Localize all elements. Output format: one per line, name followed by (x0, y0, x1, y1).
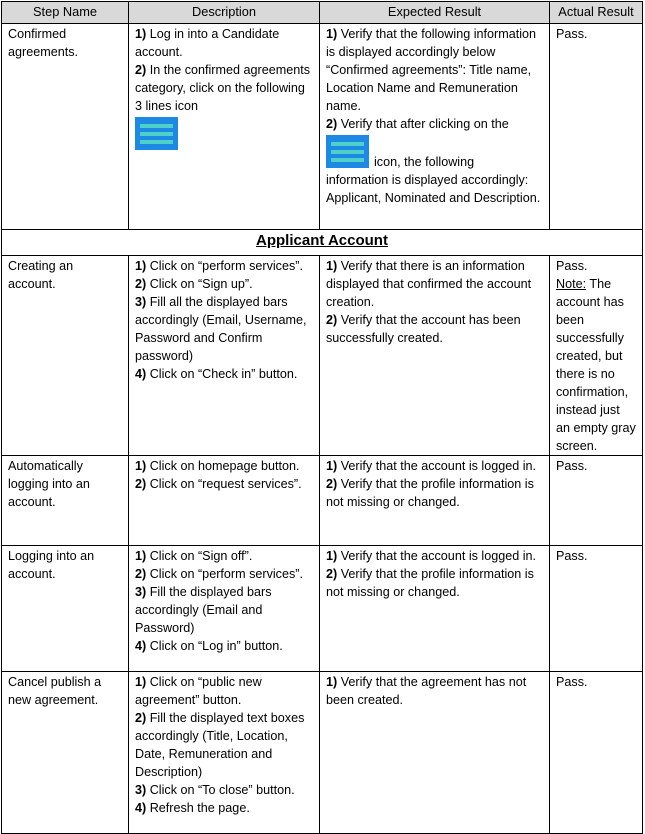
list-item: 1) Verify that the following information is displayed accordingly below “Confirmed agreements”: Title name, Location Name and Remuneration name. (326, 27, 537, 113)
list-item: 4) Refresh the page. (135, 801, 250, 815)
menu-icon (326, 135, 369, 168)
step-name-cell: Logging into an account. (2, 546, 129, 672)
expected-result-cell (320, 672, 550, 834)
list-item: 1) Click on “perform services”. (135, 259, 303, 273)
list-item: 1) Click on homepage button. (135, 459, 300, 473)
list-item: 3) Fill the displayed bars accordingly (Email and Password) (135, 585, 272, 635)
list-item: 3) Click on “To close” button. (135, 783, 295, 797)
actual-result-cell: Pass. (550, 456, 643, 546)
step-name-cell: Confirmed agreements. (2, 24, 129, 230)
step-name-cell: Creating an account. (2, 256, 129, 456)
list-item: 2) Click on “request services”. (135, 477, 302, 491)
note: Note: The account has been successfully created, but there is no confirmation, instead just an empty gray screen. (556, 277, 636, 453)
menu-icon (135, 117, 178, 150)
table-row (2, 24, 643, 230)
list-item: 1) Log in into a Candidate account. (135, 27, 280, 59)
expected-result-cell (320, 456, 550, 546)
actual-result-cell: Pass. Note: The account has been successfully created, but there is no confirmation, instead just an empty gray screen. (550, 256, 643, 456)
expected-result-cell: 1) Verify that the following information is displayed accordingly below “Confirmed agreements”: Title name, Location Name and Remuneration name. 2) Verify that after clicking on the icon, the following information is displayed accordingly: Applicant, Nominated and Description. (320, 24, 550, 230)
list-item: 2) Fill the displayed text boxes accordingly (Title, Location, Date, Remuneration and Description) (135, 711, 305, 779)
section-title: Applicant Account (2, 230, 643, 256)
actual-result-cell: Pass. (550, 546, 643, 672)
list-item: 2) Click on “perform services”. (135, 567, 303, 581)
table-row (2, 546, 643, 672)
list-item: 4) Click on “Log in” button. (135, 639, 283, 653)
section-row (2, 230, 643, 256)
table-row (2, 256, 643, 456)
list-item: 1) Verify that the account is logged in. (326, 549, 537, 563)
list-item: 3) Fill all the displayed bars accordingly (Email, Username, Password and Confirm password) (135, 295, 307, 363)
header-actual-result: Actual Result (550, 2, 643, 24)
header-expected-result: Expected Result (320, 2, 550, 24)
list-item: 2) Verify that the profile information is not missing or changed. (326, 477, 534, 509)
header-row (2, 2, 643, 24)
header-step-name: Step Name (2, 2, 129, 24)
description-cell (129, 456, 320, 546)
step-name-cell: Cancel publish a new agreement. (2, 672, 129, 834)
header-description: Description (129, 2, 320, 24)
expected-result-cell (320, 256, 550, 456)
list-item: 1) Click on “public new agreement” button. (135, 675, 262, 707)
table-row (2, 456, 643, 546)
list-item: 2) Verify that the profile information is not missing or changed. (326, 567, 534, 599)
test-case-table (1, 1, 643, 834)
list-item: 2) Click on “Sign up”. (135, 277, 253, 291)
table-row (2, 672, 643, 834)
step-name-cell: Automatically logging into an account. (2, 456, 129, 546)
list-item: 1) Verify that the agreement has not been created. (326, 675, 527, 707)
description-cell (129, 672, 320, 834)
description-cell (129, 546, 320, 672)
list-item: 4) Click on “Check in” button. (135, 367, 298, 381)
list-item: 1) Click on “Sign off”. (135, 549, 253, 563)
description-cell (129, 24, 320, 230)
list-item: 2) In the confirmed agreements category, click on the following 3 lines icon (135, 63, 311, 113)
list-item: 2) Verify that after clicking on the (326, 117, 509, 131)
description-cell (129, 256, 320, 456)
actual-result-cell: Pass. (550, 24, 643, 230)
expected-result-cell (320, 546, 550, 672)
list-item: 2) Verify that the account has been successfully created. (326, 313, 521, 345)
list-item: 1) Verify that there is an information displayed that confirmed the account creation. (326, 259, 532, 309)
actual-result-cell: Pass. (550, 672, 643, 834)
list-item: 1) Verify that the account is logged in. (326, 459, 537, 473)
